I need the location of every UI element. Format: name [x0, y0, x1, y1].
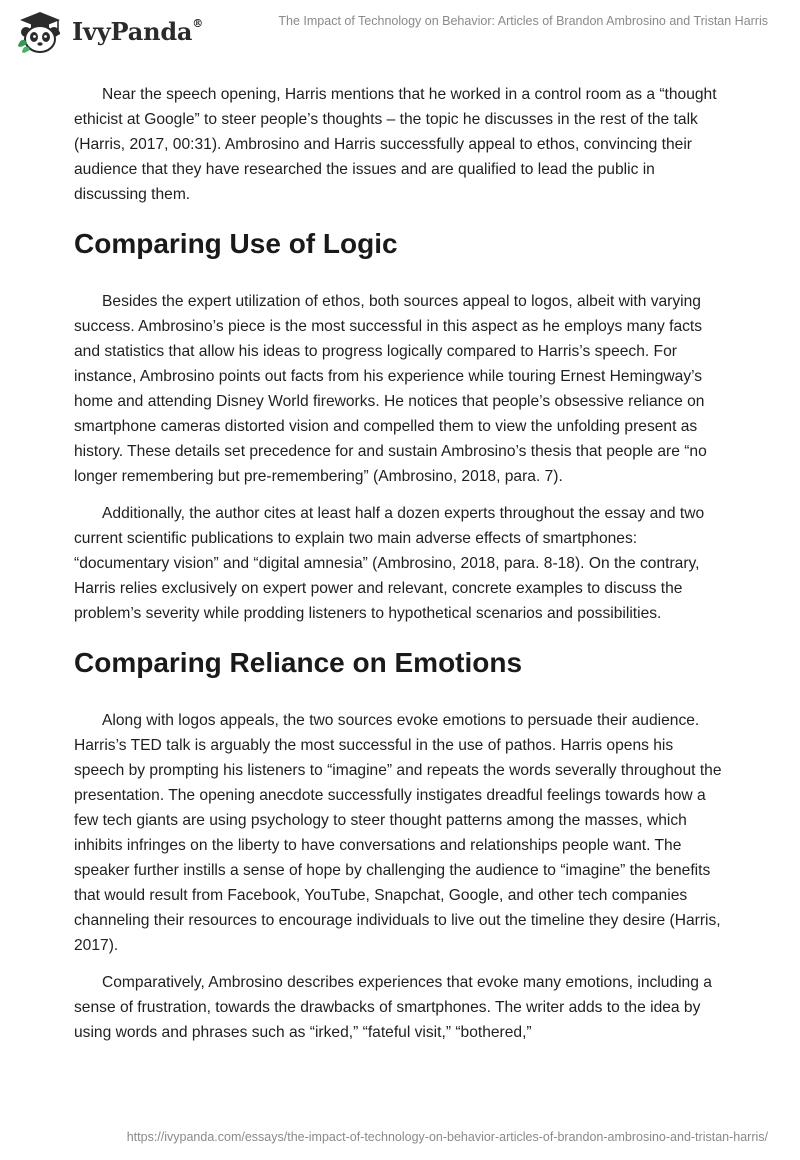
registered-mark: ®: [192, 16, 204, 30]
brand-name: [72, 17, 203, 46]
brand-text: IvyPanda: [72, 16, 193, 46]
document-title: The Impact of Technology on Behavior: Articles of Brandon Ambrosino and Tristan Harris: [278, 14, 768, 28]
heading-use-of-logic: Comparing Use of Logic: [74, 228, 398, 259]
ivypanda-logo[interactable]: [14, 8, 203, 54]
paragraph-emotions-1: Along with logos appeals, the two sources evoke emotions to persuade their audience. Harris’s TED talk is arguably the most successful in the use of pathos. Harris opens his speech by prompting his listeners to “imagine” and repeats the words severally throughout the presentation. The opening anecdote successfully instigates dreadful feelings towards how a few tech giants are using psychology to steer thought patterns among the masses, which inhibits infringes on the liberty to have conversations and relationships people want. The speaker further instills a sense of hope by challenging the audience to “imagine” the benefits that would result from Facebook, YouTube, Snapchat, Google, and other tech companies channeling their resources to encourage individuals to live out the timeline they desire (Harris, 2017).: [74, 712, 722, 954]
paragraph-emotions-2: Comparatively, Ambrosino describes experiences that evoke many emotions, including a sense of frustration, towards the drawbacks of smartphones. The writer adds to the idea by using words and phrases such as “irked,” “fateful visit,” “bothered,”: [74, 974, 712, 1041]
page-header: [0, 0, 800, 60]
paragraph-logic-2: Additionally, the author cites at least half a dozen experts throughout the essay and two current scientific publications to explain two main adverse effects of smartphones: “documentary vision” and “digital amnesia” (Ambrosino, 2018, para. 8-18). On the contrary, Harris relies exclusively on expert power and relevant, concrete examples to discuss the problem’s severity while prodding listeners to hypothetical scenarios and possibilities.: [74, 505, 705, 622]
heading-reliance-on-emotions: Comparing Reliance on Emotions: [74, 647, 523, 678]
paragraph-logic-1: Besides the expert utilization of ethos, both sources appeal to logos, albeit with varying success. Ambrosino’s piece is the most successful in this aspect as he employs many facts and statistics that allow his ideas to progress logically compared to Harris’s speech. For instance, Ambrosino points out facts from his experience while touring Ernest Hemingway’s home and attending Disney World fireworks. He notices that people’s obsessive reliance on smartphone cameras distorted vision and compelled them to view the unfolding present as history. These details set precedence for and sustain Ambrosino’s thesis that people are “no longer remembering but pre-remembering” (Ambrosino, 2018, para. 7).: [74, 293, 707, 485]
essay-body: [74, 82, 726, 1057]
paragraph-intro: Near the speech opening, Harris mentions that he worked in a control room as a “thought ethicist at Google” to steer people’s thoughts – the topic he discusses in the rest of the talk (Harris, 2017, 00:31). Ambrosino and Harris successfully appeal to ethos, convincing their audience that they have researched the issues and are qualified to lead the public in discussing them.: [74, 86, 717, 203]
panda-graduate-icon: [14, 8, 66, 54]
source-url-link[interactable]: https://ivypanda.com/essays/the-impact-of-technology-on-behavior-articles-of-brandon-ambrosino-and-tristan-harris/: [126, 1130, 768, 1144]
